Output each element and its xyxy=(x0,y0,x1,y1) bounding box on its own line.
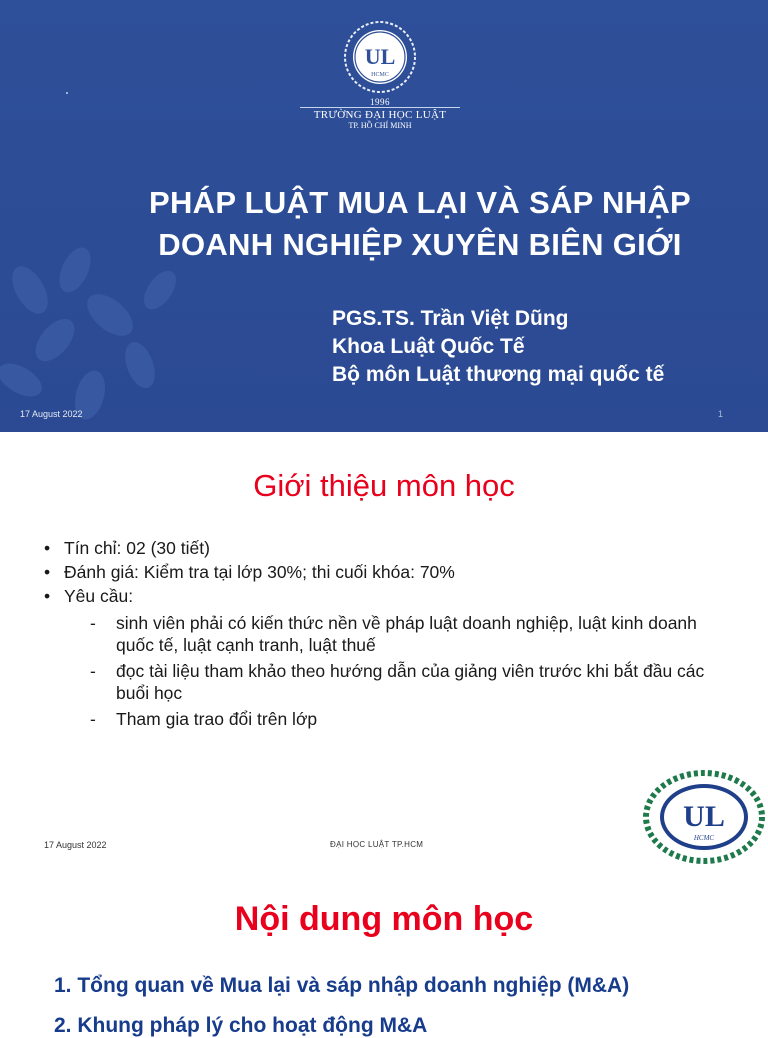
dash-marker: - xyxy=(90,613,96,633)
decorative-dot xyxy=(66,92,68,94)
bullet-marker: • xyxy=(44,538,51,558)
list-item xyxy=(44,584,724,608)
university-logo-icon xyxy=(640,770,768,864)
logo-initials: UL xyxy=(683,800,725,833)
title-line-2: DOANH NGHIỆP XUYÊN BIÊN GIỚI xyxy=(158,227,682,262)
school-wordmark xyxy=(300,97,460,130)
emblem-city: HCMC xyxy=(371,72,389,78)
content-item: 2. Khung pháp lý cho hoạt động M&A xyxy=(54,1014,428,1037)
slide-title: Giới thiệu môn học xyxy=(253,468,515,503)
sub-bullet-text: Tham gia trao đổi trên lớp xyxy=(116,709,318,729)
course-content-slide xyxy=(0,864,768,1037)
emblem-initials: UL xyxy=(364,44,396,69)
list-item xyxy=(44,536,724,560)
sub-bullet-text: sinh viên phải có kiến thức nền về pháp luật doanh nghiệp, luật kinh doanh quốc tế, luật cạnh tranh, luật thuế xyxy=(116,613,697,655)
school-city: TP. HỒ CHÍ MINH xyxy=(348,121,412,130)
sub-list-item xyxy=(90,660,724,704)
bullet-marker: • xyxy=(44,562,51,582)
bullet-marker: • xyxy=(44,586,51,606)
slide-title xyxy=(80,182,760,266)
sub-list-item xyxy=(90,708,724,730)
founding-year: 1996 xyxy=(370,97,390,107)
slide-date: 17 August 2022 xyxy=(44,840,107,850)
author-block xyxy=(332,305,664,389)
dash-marker: - xyxy=(90,709,96,729)
slide-number: 1 xyxy=(718,409,724,419)
author-faculty: Khoa Luật Quốc Tế xyxy=(332,335,525,358)
slide-date: 17 August 2022 xyxy=(20,409,83,419)
university-emblem-icon xyxy=(343,20,417,94)
slide-footer: ĐẠI HỌC LUẬT TP.HCM xyxy=(330,840,424,849)
bullet-text: Đánh giá: Kiểm tra tại lớp 30%; thi cuối khóa: 70% xyxy=(64,562,455,582)
dash-marker: - xyxy=(90,661,96,681)
title-line-1: PHÁP LUẬT MUA LẠI VÀ SÁP NHẬP xyxy=(148,185,692,220)
bullet-list xyxy=(44,536,724,730)
author-name: PGS.TS. Trần Việt Dũng xyxy=(332,307,569,330)
bullet-text: Tín chỉ: 02 (30 tiết) xyxy=(64,538,210,558)
slide-title: Nội dung môn học xyxy=(234,900,534,938)
author-department: Bộ môn Luật thương mại quốc tế xyxy=(332,363,665,386)
wordmark-divider xyxy=(300,107,460,108)
bullet-text: Yêu cầu: xyxy=(64,586,134,606)
sub-list-item xyxy=(90,612,724,656)
course-intro-slide xyxy=(0,432,768,864)
sub-bullet-text: đọc tài liệu tham khảo theo hướng dẫn của giảng viên trước khi bắt đầu các buổi học xyxy=(116,661,705,703)
list-item xyxy=(44,560,724,584)
content-item: 1. Tổng quan về Mua lại và sáp nhập doanh nghiệp (M&A) xyxy=(54,974,630,997)
title-slide xyxy=(0,0,768,432)
school-name: TRƯỜNG ĐẠI HỌC LUẬT xyxy=(313,109,447,121)
logo-city: HCMC xyxy=(693,834,715,842)
